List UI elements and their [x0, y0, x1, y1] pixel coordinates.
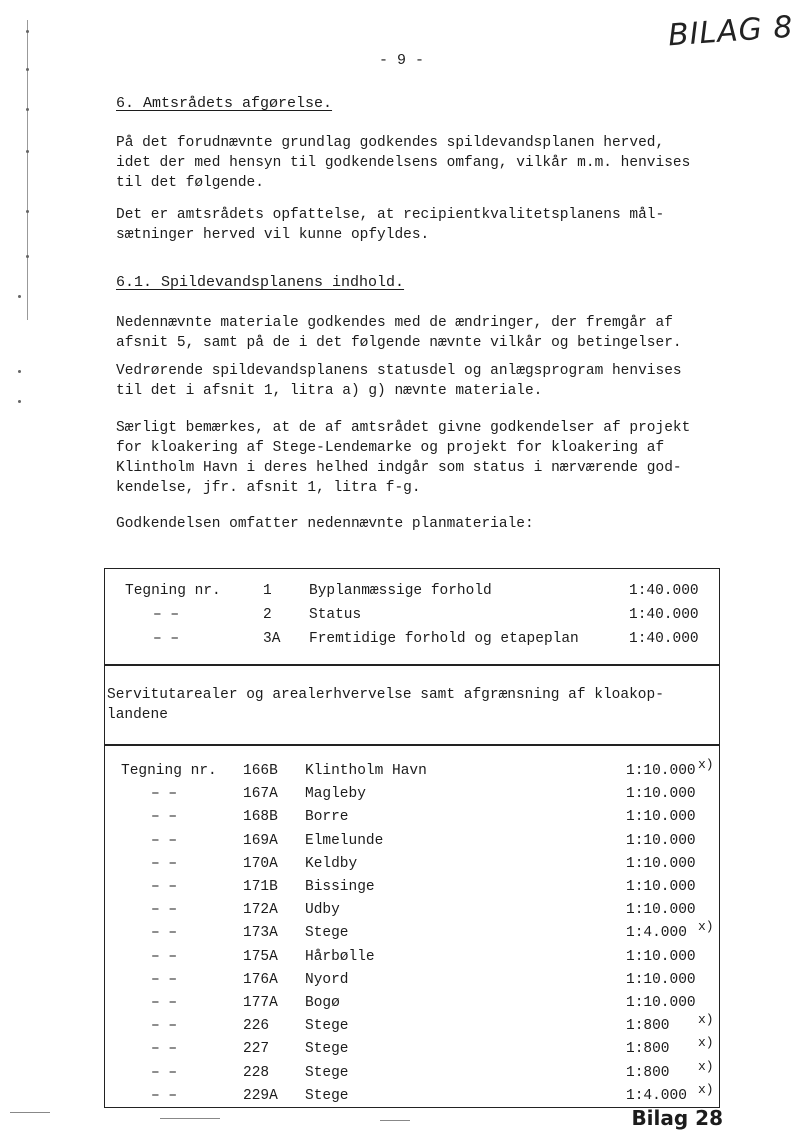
text-line: til det i afsnit 1, litra a) g) nævnte materiale. [116, 383, 543, 399]
scan-speck [26, 150, 29, 153]
drawing-title: Fremtidige forhold og etapeplan [309, 631, 579, 647]
scan-dash [380, 1120, 410, 1121]
scan-speck [18, 370, 21, 373]
drawing-scale: 1:10.000 [626, 948, 696, 965]
drawing-title: Elmelunde [305, 832, 384, 849]
drawing-scale: 1:800 [626, 1041, 670, 1058]
drawing-scale: 1:10.000 [626, 786, 696, 803]
text-line: Nedennævnte materiale godkendes med de ændringer, der fremgår af [116, 315, 673, 331]
ditto-mark: – – [151, 1064, 178, 1081]
drawing-number: 227 [243, 1041, 270, 1058]
footnote-mark: x) [698, 1058, 714, 1074]
ditto-mark: – – [151, 1018, 178, 1035]
ditto-mark: – – [151, 902, 178, 919]
drawing-number: 170A [243, 855, 278, 872]
drawing-title: Nyord [305, 971, 349, 988]
ditto-mark: – – [151, 1041, 178, 1058]
ditto-mark: – – [151, 925, 178, 942]
drawing-scale: 1:40.000 [629, 583, 699, 599]
servitude-title-line: landene [107, 707, 168, 723]
servitude-title-line: Servitutarealer og arealerhvervelse samt afgrænsning af kloakop- [107, 687, 664, 703]
ditto-mark: – – [151, 971, 178, 988]
drawing-scale: 1:10.000 [626, 832, 696, 849]
drawing-number: 176A [243, 971, 278, 988]
ditto-mark: – – [151, 948, 178, 965]
drawing-title: Udby [305, 902, 340, 919]
plan-material-box-2 [104, 664, 720, 746]
scan-speck [26, 30, 29, 33]
drawing-title: Byplanmæssige forhold [309, 583, 492, 599]
drawing-label: Tegning nr. [125, 583, 221, 599]
drawing-scale: 1:10.000 [626, 763, 696, 779]
drawing-label: Tegning nr. [121, 763, 217, 779]
footnote-mark: x) [698, 1012, 714, 1028]
drawing-number: 168B [243, 809, 278, 826]
text-line: til det følgende. [116, 175, 264, 191]
ditto-mark: – – [151, 1087, 178, 1104]
drawing-number: 166B [243, 763, 278, 779]
section-6-1-paragraph-2 [116, 361, 736, 401]
scan-speck [18, 295, 21, 298]
drawing-title: Borre [305, 809, 349, 826]
bilag-footer-label: Bilag 28 [631, 1106, 723, 1130]
drawing-scale: 1:40.000 [629, 631, 699, 647]
drawing-scale: 1:10.000 [626, 809, 696, 826]
drawing-title: Klintholm Havn [305, 763, 427, 779]
footnote-mark: x) [698, 1081, 714, 1097]
drawing-number: 172A [243, 902, 278, 919]
drawing-title: Stege [305, 1018, 349, 1035]
scan-speck [26, 255, 29, 258]
plan-material-box-3 [104, 744, 720, 1108]
section-6-1-heading: 6.1. Spildevandsplanens indhold. [116, 274, 405, 291]
text-line: afsnit 5, samt på de i det følgende nævnte vilkår og betingelser. [116, 335, 682, 351]
scan-dash [10, 1112, 50, 1113]
drawing-number: 171B [243, 879, 278, 895]
drawing-title: Stege [305, 1041, 349, 1058]
drawing-title: Keldby [305, 855, 358, 872]
drawing-number: 177A [243, 995, 278, 1011]
bilag-stamp: BILAG 8 [666, 9, 795, 54]
drawing-title: Stege [305, 1064, 349, 1081]
drawing-number: 173A [243, 925, 278, 942]
text-line: Godkendelsen omfatter nedennævnte planmateriale: [116, 516, 534, 532]
footnote-mark: x) [698, 919, 714, 935]
drawing-title: Bogø [305, 995, 340, 1011]
ditto-mark: – – [151, 855, 178, 872]
drawing-scale: 1:4.000 [626, 925, 687, 942]
text-line: Vedrørende spildevandsplanens statusdel og anlægsprogram henvises [116, 363, 682, 379]
drawing-scale: 1:10.000 [626, 879, 696, 895]
drawing-number: 228 [243, 1064, 270, 1081]
section-6-1-paragraph-1 [116, 313, 736, 353]
plan-material-box-1 [104, 568, 720, 666]
text-line: for kloakering af Stege-Lendemarke og projekt for kloakering af [116, 440, 665, 456]
scan-speck [18, 400, 21, 403]
drawing-scale: 1:10.000 [626, 855, 696, 872]
footnote-mark: x) [698, 757, 714, 772]
section-6-1-paragraph-3 [116, 418, 736, 498]
drawing-number: 169A [243, 832, 278, 849]
drawing-number: 175A [243, 948, 278, 965]
drawing-scale: 1:40.000 [629, 607, 699, 623]
text-line: Klintholm Havn i deres helhed indgår som status i nærværende god- [116, 460, 682, 476]
drawing-number: 2 [263, 607, 272, 623]
drawing-number: 229A [243, 1087, 278, 1104]
drawing-scale: 1:10.000 [626, 902, 696, 919]
section-6-heading: 6. Amtsrådets afgørelse. [116, 95, 333, 112]
drawing-scale: 1:800 [626, 1018, 670, 1035]
drawing-title: Bissinge [305, 879, 375, 895]
drawing-number: 3A [263, 631, 281, 647]
ditto-mark: – – [151, 786, 178, 803]
drawing-title: Hårbølle [305, 948, 375, 965]
scan-dash [160, 1118, 220, 1119]
drawing-number: 1 [263, 583, 272, 599]
drawing-title: Magleby [305, 786, 366, 803]
drawing-scale: 1:800 [626, 1064, 670, 1081]
scan-speck [26, 210, 29, 213]
text-line: idet der med hensyn til godkendelsens omfang, vilkår m.m. henvises [116, 155, 691, 171]
ditto-mark: – – [153, 631, 180, 647]
footnote-mark: x) [698, 1035, 714, 1051]
ditto-mark: – – [151, 879, 178, 895]
drawing-title: Status [309, 607, 362, 623]
scan-speck [26, 108, 29, 111]
drawing-number: 226 [243, 1018, 270, 1035]
text-line: sætninger herved vil kunne opfyldes. [116, 227, 430, 243]
drawing-number: 167A [243, 786, 278, 803]
section-6-paragraph-2 [116, 205, 736, 245]
text-line: Det er amtsrådets opfattelse, at recipientkvalitetsplanens mål- [116, 207, 665, 223]
drawing-scale: 1:4.000 [626, 1087, 687, 1104]
ditto-mark: – – [151, 809, 178, 826]
page-number: - 9 - [378, 52, 424, 69]
section-6-paragraph-1 [116, 133, 736, 193]
drawing-scale: 1:10.000 [626, 971, 696, 988]
section-6-1-paragraph-4 [116, 514, 736, 534]
drawing-title: Stege [305, 925, 349, 942]
text-line: kendelse, jfr. afsnit 1, litra f-g. [116, 480, 421, 496]
ditto-mark: – – [151, 995, 178, 1011]
ditto-mark: – – [151, 832, 178, 849]
drawing-title: Stege [305, 1087, 349, 1104]
text-line: På det forudnævnte grundlag godkendes spildevandsplanen herved, [116, 135, 665, 151]
text-line: Særligt bemærkes, at de af amtsrådet givne godkendelser af projekt [116, 420, 691, 436]
ditto-mark: – – [153, 607, 180, 623]
drawing-scale: 1:10.000 [626, 995, 696, 1011]
